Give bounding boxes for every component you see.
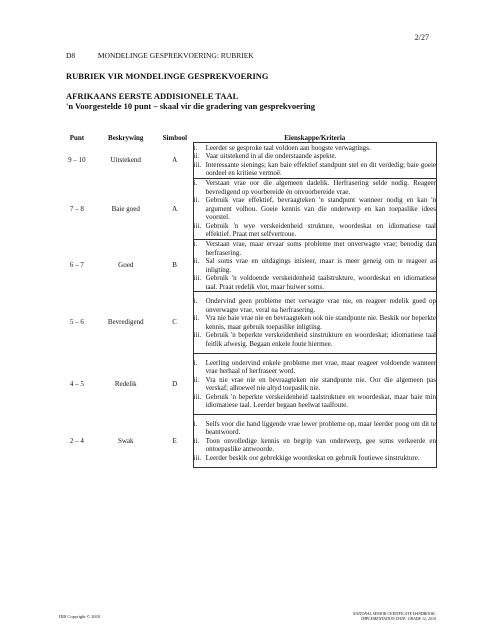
header-kriteria: Eienskappe/Kriteria (193, 132, 436, 143)
cell-beskrywing: Swak (117, 436, 134, 445)
criterion-number: ii. (193, 375, 200, 384)
criterion-number: ii. (193, 257, 200, 265)
cell-beskrywing: Baie goed (111, 204, 140, 213)
criterion-text: Leerder beskik oor gebrekkige woordeskat en gebruik foutiewe sinstrukture. (205, 453, 420, 462)
page-title: RUBRIEK VIR MONDELINGE GESPREKVOERING (66, 71, 269, 81)
header-punt: Punt (69, 134, 85, 142)
criterion-text: Gebruik 'n voldoende verskeidenheid taalstrukture, woordeskat en idiomatiese taal. Praat redelik vlot, maar huiwer soms. (205, 274, 436, 291)
criterion-text: Gebruik 'n wye verskeidenheid strukture, woordeskat en idiomatiese taal effektief. Praat met selfvertroue. (205, 221, 436, 239)
criterion-item (194, 420, 436, 437)
criterion-number: i. (193, 143, 198, 152)
section-title: MONDELINGE GESPREKVOERING: RUBRIEK (97, 51, 254, 60)
criterion-number: i. (193, 179, 198, 188)
criterion-text: Interessante sienings; kan baie effektief standpunt stel en dit verdedig; baie goeie oordeel en kritiese vermoë. (205, 160, 436, 177)
table-row (59, 179, 437, 240)
cell-simbool: C (172, 318, 177, 327)
cell-beskrywing: Bevredigend (107, 318, 144, 327)
criterion-number: ii. (193, 436, 200, 445)
criterion-text: Gebruik 'n beperkte verskeidenheid taalstrukture en woordeskat, maar baie min idiomatiese taal. Leerder begaan heelwat taalfoute. (205, 392, 436, 409)
cell-punt: 5 – 6 (69, 318, 84, 327)
criterion-number: i. (193, 358, 198, 367)
criterion-number: ii. (193, 314, 200, 322)
criterion-number: iii. (193, 160, 202, 169)
criterion-text: Vra nie baie vrae nie en bevraagteken ook nie standpunte nie. Beskik oor beperkte kennis, maar gebruik toepaslike inligting. (205, 314, 436, 331)
table-row (59, 240, 437, 292)
criterion-item (194, 161, 436, 178)
criterion-item (194, 297, 436, 314)
subheading-language: AFRIKAANS EERSTE ADDISIONELE TAAL (66, 91, 239, 101)
subheading-scale: 'n Voorgestelde 10 punt – skaal vir die gradering van gesprekvoering (66, 101, 316, 111)
criterion-item (194, 152, 436, 161)
cell-beskrywing: Redelik (114, 379, 137, 388)
criterion-item (194, 240, 436, 257)
criterion-number: i. (193, 240, 198, 248)
page-number: 2/27 (414, 33, 429, 42)
criterion-item (194, 314, 436, 331)
cell-simbool: B (172, 261, 177, 270)
table-row (59, 354, 437, 415)
criterion-text: Selfs voor die hand liggende vrae lewer probleme op, maar leerder poog om dit te beantwoord. (205, 419, 436, 437)
criterion-text: Gebruik vrae effektief, bevraagteken 'n standpunt wanneer nodig en kan 'n argument volhou. Goeie kennis van die onderwerp en kan toepaslike idees voorstel. (205, 196, 436, 222)
criterion-text: Sal soms vrae en uitdagings inisieer, maar is meer geneig om te reageer as inligting. (205, 257, 436, 274)
criterion-number: iii. (193, 392, 202, 401)
criterion-item (194, 274, 436, 291)
criterion-text: Gebruik 'n beperkte verskeidenheid sinstrukture en woordeskat; idiomatiese taal feitlik afwesig. Begaan enkele foute hiermee. (205, 331, 436, 348)
footer-handbook-line-1: NATIONAL SENIOR CERTIFICATE HANDBOOK: (352, 611, 436, 616)
criterion-text: Verstaan vrae, maar ervaar soms probleme met onverwagte vrae; benodig dan herfrasering. (205, 240, 436, 257)
cell-kriteria (193, 415, 436, 468)
criterion-item (194, 257, 436, 274)
cell-punt: 9 – 10 (68, 156, 86, 165)
criterion-text: Leerling ondervind enkele probleme met vrae, maar reageer voldoende wanneer vrae herhaal of herfraseer word. (205, 358, 436, 375)
cell-punt: 4 – 5 (69, 379, 84, 388)
criterion-text: Verstaan vrae oor die algemeen dadelik. Herfrasering selde nodig. Reageer bevredigend op voorbereide én onvoorbereide vrae. (205, 179, 436, 196)
footer-handbook (316, 611, 436, 621)
criterion-item (194, 437, 436, 454)
footer-handbook-line-2: IMPLEMENTATION DATE: GRADE 12, 2010 (361, 616, 436, 621)
criterion-text: Toon onvolledige kennis en begrip van onderwerp, gee soms verkeerde en ontoepaslike antwoorde. (205, 436, 436, 454)
header-beskrywing: Beskrywing (108, 134, 144, 142)
table-row (59, 415, 437, 468)
table-row (59, 292, 437, 354)
cell-beskrywing: Goed (118, 261, 134, 270)
criterion-number: iii. (193, 331, 202, 339)
cell-simbool: A (172, 204, 178, 213)
criterion-text: Leerder se gesproke taal voldoen aan hoogste verwagtings. (205, 143, 371, 152)
criterion-item (194, 179, 436, 196)
header-simbool: Simbool (162, 134, 188, 142)
criterion-number: i. (193, 419, 198, 428)
cell-kriteria (193, 354, 436, 415)
rubric-table (59, 132, 437, 468)
cell-punt: 7 – 8 (69, 204, 84, 213)
cell-kriteria (193, 143, 436, 179)
section-code: D8 (66, 51, 76, 60)
cell-beskrywing: Uitstekend (110, 156, 141, 165)
criterion-item (194, 393, 436, 410)
criterion-number: iii. (193, 274, 202, 282)
criterion-item (194, 376, 436, 393)
criterion-text: Vra nie vrae nie en bevraagteken nie standpunte nie. Oor die algemeen pas verskaf; alhoewel nie altyd toepaslik nie. (205, 375, 436, 392)
criterion-item (194, 359, 436, 376)
cell-simbool: D (172, 379, 178, 388)
table-header-row (59, 132, 437, 143)
criterion-number: ii. (193, 152, 200, 160)
cell-kriteria (193, 292, 436, 354)
cell-simbool: A (172, 156, 178, 165)
cell-punt: 6 – 7 (69, 261, 84, 270)
cell-simbool: E (172, 436, 177, 445)
criterion-number: iii. (193, 453, 202, 462)
footer-copyright: IEB Copyright © 2010 (59, 614, 101, 619)
cell-kriteria (193, 240, 436, 292)
table-row (59, 143, 437, 179)
section-header (66, 51, 254, 60)
criterion-text: Ondervind geen probleme met verwagte vrae nie, en reageer redelik goed op onverwagte vrae, veral na herfrasering. (205, 297, 436, 314)
criterion-number: i. (193, 297, 198, 305)
criterion-item (194, 196, 436, 222)
criterion-item (194, 331, 436, 348)
cell-kriteria (193, 179, 436, 240)
criterion-item (194, 222, 436, 239)
criterion-number: ii. (193, 196, 200, 205)
criterion-item (194, 454, 436, 463)
criterion-text: Vaar uitstekend in al die onderstaande aspekte. (205, 152, 337, 160)
criterion-item (194, 144, 436, 153)
criterion-number: iii. (193, 221, 202, 230)
cell-punt: 2 – 4 (69, 436, 84, 445)
